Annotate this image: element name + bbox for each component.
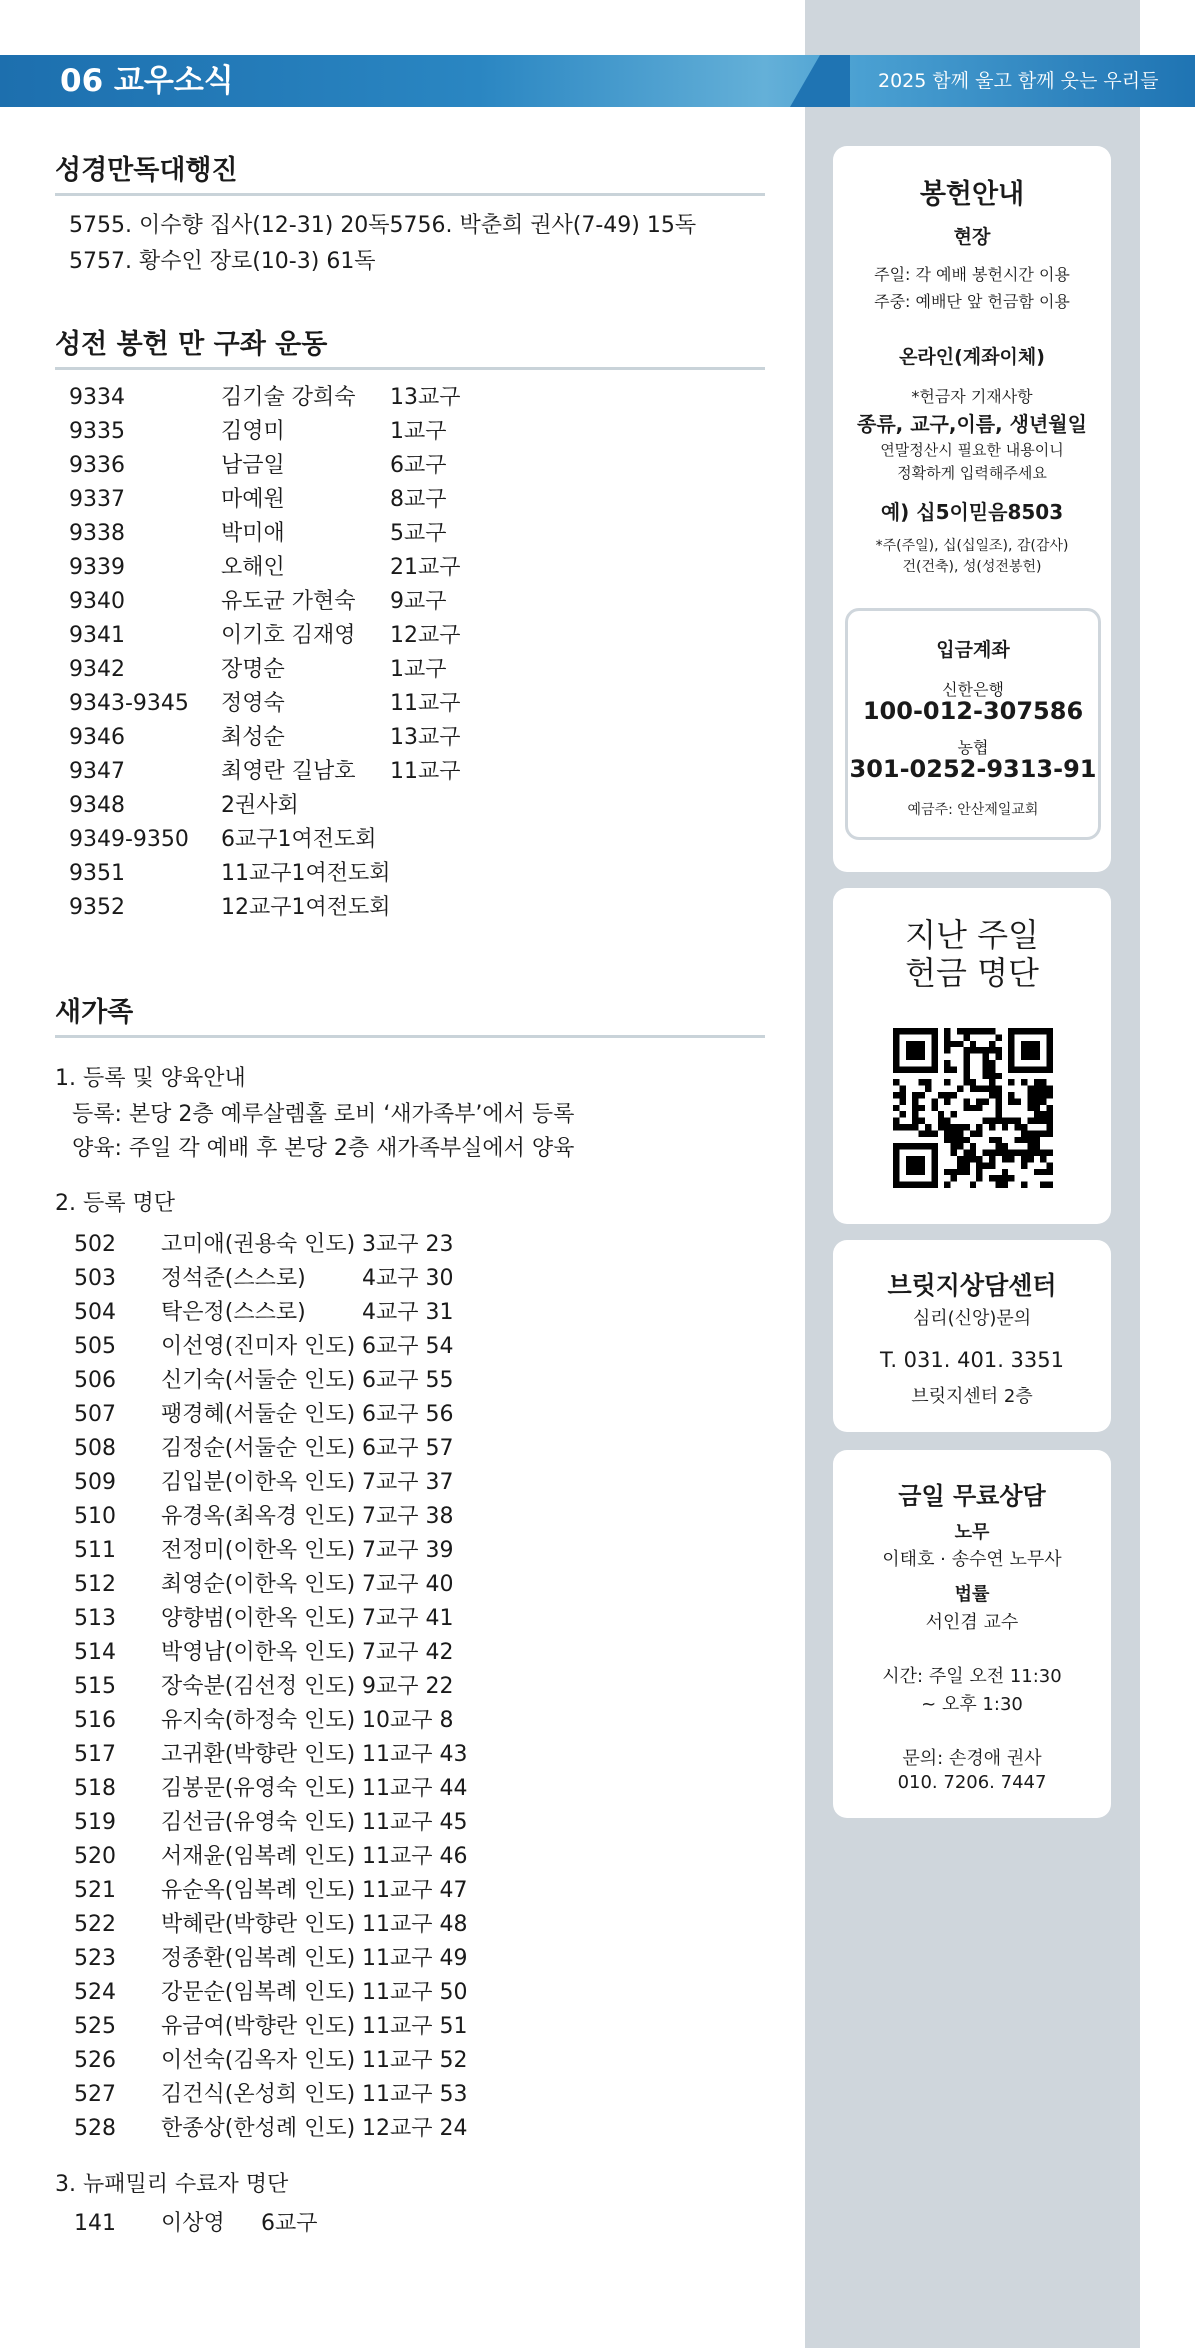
member-name: 신기숙(서둘순 인도) — [161, 1368, 356, 1393]
free-consultation-card — [833, 1450, 1111, 1818]
newfamily-register-list — [74, 1228, 774, 2146]
offering-number: 9347 — [69, 759, 125, 784]
district: 6교구 57 — [362, 1436, 454, 1461]
abbreviation-legend-2: 건(건축), 성(성전봉헌) — [902, 559, 1042, 575]
district: 11교구 44 — [362, 1776, 468, 1801]
labor-names: 이태호 · 송수연 노무사 — [882, 1549, 1062, 1570]
district: 11교구 — [390, 691, 461, 716]
offering-number: 9346 — [69, 725, 125, 750]
table-row — [74, 1466, 774, 1500]
offering-number: 9339 — [69, 555, 125, 580]
district: 11교구 47 — [362, 1878, 468, 1903]
newfamily-register-list-title: 2. 등록 명단 — [55, 1191, 175, 1216]
table-row — [74, 1262, 774, 1296]
registration-number: 508 — [74, 1436, 116, 1461]
district: 4교구 31 — [362, 1300, 454, 1325]
offering-number: 9348 — [69, 793, 125, 818]
newfamily-section-title: 새가족 — [55, 997, 134, 1028]
consult-contact-2: 010. 7206. 7447 — [897, 1772, 1047, 1793]
member-name: 고귀환(박향란 인도) — [161, 1742, 356, 1767]
donor-note-title: *헌금자 기재사항 — [911, 387, 1033, 406]
district: 9교구 — [390, 589, 447, 614]
table-row — [74, 1806, 774, 1840]
registration-number: 523 — [74, 1946, 116, 1971]
account-title: 입금계좌 — [936, 639, 1010, 661]
list-item — [69, 517, 769, 551]
registration-number: 510 — [74, 1504, 116, 1529]
registration-number: 514 — [74, 1640, 116, 1665]
district: 11교구 — [390, 759, 461, 784]
list-item — [69, 721, 769, 755]
district: 6교구 54 — [362, 1334, 454, 1359]
consult-contact-1: 문의: 손경애 권사 — [902, 1748, 1042, 1769]
table-row — [74, 2207, 774, 2241]
bible-line-1: 5755. 이수향 집사(12-31) 20독5756. 박춘희 권사(7-49) 15독 — [69, 213, 697, 238]
member-name: 이선영(진미자 인도) — [161, 1334, 356, 1359]
district: 13교구 — [390, 725, 461, 750]
account-bank-1: 신한은행 — [942, 680, 1004, 699]
law-names: 서인겸 교수 — [925, 1612, 1019, 1633]
member-name: 정석준(스스로) — [161, 1266, 306, 1291]
district: 10교구 8 — [362, 1708, 454, 1733]
list-item — [69, 755, 769, 789]
onsite-line-2: 주중: 예배단 앞 헌금함 이용 — [874, 292, 1070, 311]
offering-number: 9341 — [69, 623, 125, 648]
online-title: 온라인(계좌이체) — [899, 346, 1045, 368]
donor-name: 11교구1여전도회 — [221, 861, 391, 886]
law-title: 법률 — [954, 1584, 990, 1605]
offering-number: 9351 — [69, 861, 125, 886]
district: 6교구 55 — [362, 1368, 454, 1393]
district: 7교구 40 — [362, 1572, 454, 1597]
member-name: 이선숙(김옥자 인도) — [161, 2048, 356, 2073]
newfamily-guide-title: 1. 등록 및 양육안내 — [55, 1066, 246, 1091]
header-slogan: 2025 함께 울고 함께 웃는 우리들 — [878, 70, 1159, 92]
member-name: 최영순(이한옥 인도) — [161, 1572, 356, 1597]
member-name: 김정순(서둘순 인도) — [161, 1436, 356, 1461]
table-row — [74, 1874, 774, 1908]
table-row — [74, 1840, 774, 1874]
district: 1교구 — [390, 657, 447, 682]
registration-number: 513 — [74, 1606, 116, 1631]
page-title: 06 교우소식 — [60, 63, 234, 99]
page-header — [0, 55, 1195, 107]
registration-number: 505 — [74, 1334, 116, 1359]
registration-number: 519 — [74, 1810, 116, 1835]
onsite-line-1: 주일: 각 예배 봉헌시간 이용 — [874, 265, 1070, 284]
table-row — [74, 1296, 774, 1330]
list-item — [69, 585, 769, 619]
table-row — [74, 1602, 774, 1636]
district: 3교구 23 — [362, 1232, 454, 1257]
list-item — [69, 891, 769, 925]
registration-number: 507 — [74, 1402, 116, 1427]
registration-number: 506 — [74, 1368, 116, 1393]
registration-number: 503 — [74, 1266, 116, 1291]
list-item — [69, 653, 769, 687]
member-name: 이상영 — [161, 2211, 225, 2236]
registration-number: 520 — [74, 1844, 116, 1869]
registration-number: 526 — [74, 2048, 116, 2073]
member-name: 고미애(권용숙 인도) — [161, 1232, 356, 1257]
donor-name: 남금일 — [221, 453, 285, 478]
offering-number: 9334 — [69, 385, 125, 410]
registration-number: 524 — [74, 1980, 116, 2005]
donor-name: 정영숙 — [221, 691, 285, 716]
district: 7교구 38 — [362, 1504, 454, 1529]
bridge-phone: T. 031. 401. 3351 — [880, 1348, 1064, 1372]
member-name: 강문순(임복례 인도) — [161, 1980, 356, 2005]
offering-campaign-title: 성전 봉헌 만 구좌 운동 — [55, 329, 328, 360]
registration-number: 517 — [74, 1742, 116, 1767]
account-box — [845, 608, 1101, 840]
member-name: 팽경혜(서둘순 인도) — [161, 1402, 356, 1427]
table-row — [74, 1908, 774, 1942]
donor-name: 6교구1여전도회 — [221, 827, 377, 852]
district: 6교구 — [261, 2211, 318, 2236]
district: 21교구 — [390, 555, 461, 580]
district: 12교구 — [390, 623, 461, 648]
district: 7교구 37 — [362, 1470, 454, 1495]
last-week-title-2: 헌금 명단 — [905, 954, 1039, 992]
donor-note-line-2: 정확하게 입력해주세요 — [897, 464, 1047, 482]
bridge-subtitle: 심리(신앙)문의 — [912, 1308, 1032, 1329]
member-name: 유경옥(최옥경 인도) — [161, 1504, 356, 1529]
member-name: 김건식(온성희 인도) — [161, 2082, 356, 2107]
district: 11교구 46 — [362, 1844, 468, 1869]
offering-number: 9349-9350 — [69, 827, 189, 852]
table-row — [74, 1670, 774, 1704]
member-name: 탁은정(스스로) — [161, 1300, 306, 1325]
district: 11교구 49 — [362, 1946, 468, 1971]
district: 7교구 41 — [362, 1606, 454, 1631]
district: 4교구 30 — [362, 1266, 454, 1291]
list-item — [69, 381, 769, 415]
district: 11교구 53 — [362, 2082, 468, 2107]
qr-code-icon[interactable] — [893, 1028, 1053, 1188]
table-row — [74, 1432, 774, 1466]
table-row — [74, 2112, 774, 2146]
table-row — [74, 1942, 774, 1976]
list-item — [69, 789, 769, 823]
district: 5교구 — [390, 521, 447, 546]
section-divider — [55, 193, 765, 196]
donor-name: 최성순 — [221, 725, 285, 750]
district: 11교구 50 — [362, 1980, 468, 2005]
member-name: 유금여(박향란 인도) — [161, 2014, 356, 2039]
donor-name: 장명순 — [221, 657, 285, 682]
member-name: 양향범(이한옥 인도) — [161, 1606, 356, 1631]
account-number-2: 301-0252-9313-91 — [849, 755, 1097, 783]
donor-note-items: 종류, 교구,이름, 생년월일 — [857, 412, 1087, 436]
last-week-title-1: 지난 주일 — [905, 916, 1039, 954]
offering-number: 9340 — [69, 589, 125, 614]
district: 6교구 — [390, 453, 447, 478]
offering-number: 9343-9345 — [69, 691, 189, 716]
table-row — [74, 2010, 774, 2044]
registration-number: 527 — [74, 2082, 116, 2107]
table-row — [74, 1534, 774, 1568]
list-item — [69, 449, 769, 483]
district: 11교구 52 — [362, 2048, 468, 2073]
member-name: 전정미(이한옥 인도) — [161, 1538, 356, 1563]
member-name: 박혜란(박향란 인도) — [161, 1912, 356, 1937]
member-name: 김봉문(유영숙 인도) — [161, 1776, 356, 1801]
list-item — [69, 823, 769, 857]
table-row — [74, 1772, 774, 1806]
account-holder: 예금주: 안산제일교회 — [907, 802, 1039, 818]
registration-number: 516 — [74, 1708, 116, 1733]
registration-number: 511 — [74, 1538, 116, 1563]
offering-guide-title: 봉헌안내 — [919, 179, 1025, 210]
labor-title: 노무 — [954, 1522, 990, 1543]
offering-number: 9342 — [69, 657, 125, 682]
member-name: 서재윤(임복례 인도) — [161, 1844, 356, 1869]
newfamily-graduate-list — [74, 2207, 774, 2241]
table-row — [74, 1330, 774, 1364]
donor-name: 유도균 가현숙 — [221, 589, 356, 614]
newfamily-training-info: 양육: 주일 각 예배 후 본당 2층 새가족부실에서 양육 — [72, 1136, 575, 1161]
consult-time-2: ~ 오후 1:30 — [921, 1694, 1023, 1715]
donor-name: 오해인 — [221, 555, 285, 580]
consult-title: 금일 무료상담 — [898, 1482, 1046, 1510]
district: 6교구 56 — [362, 1402, 454, 1427]
offering-number: 9336 — [69, 453, 125, 478]
list-item — [69, 619, 769, 653]
donor-name: 마예원 — [221, 487, 285, 512]
last-week-offering-card — [833, 888, 1111, 1224]
consult-time-1: 시간: 주일 오전 11:30 — [882, 1666, 1062, 1687]
district: 12교구 24 — [362, 2116, 468, 2141]
table-row — [74, 1228, 774, 1262]
district: 13교구 — [390, 385, 461, 410]
donor-name: 2권사회 — [221, 793, 299, 818]
bible-line-2: 5757. 황수인 장로(10-3) 61독 — [69, 249, 376, 274]
table-row — [74, 1738, 774, 1772]
list-item — [69, 415, 769, 449]
donor-name: 이기호 김재영 — [221, 623, 356, 648]
donor-note-line-1: 연말정산시 필요한 내용이니 — [880, 441, 1064, 459]
member-name: 박영남(이한옥 인도) — [161, 1640, 356, 1665]
graduate-number: 141 — [74, 2211, 116, 2236]
district: 11교구 45 — [362, 1810, 468, 1835]
member-name: 유지숙(하정숙 인도) — [161, 1708, 356, 1733]
district: 8교구 — [390, 487, 447, 512]
offering-guide-card — [833, 146, 1111, 872]
account-number-1: 100-012-307586 — [862, 697, 1084, 725]
district: 1교구 — [390, 419, 447, 444]
registration-number: 515 — [74, 1674, 116, 1699]
table-row — [74, 1500, 774, 1534]
account-bank-2: 농협 — [957, 738, 989, 757]
district: 11교구 43 — [362, 1742, 468, 1767]
member-name: 김선금(유영숙 인도) — [161, 1810, 356, 1835]
registration-number: 518 — [74, 1776, 116, 1801]
offering-campaign-list — [69, 381, 769, 925]
list-item — [69, 483, 769, 517]
member-name: 한종상(한성례 인도) — [161, 2116, 356, 2141]
bridge-title: 브릿지상담센터 — [887, 1271, 1057, 1300]
registration-number: 509 — [74, 1470, 116, 1495]
registration-number: 521 — [74, 1878, 116, 1903]
member-name: 장숙분(김선정 인도) — [161, 1674, 356, 1699]
table-row — [74, 1568, 774, 1602]
member-name: 정종환(임복례 인도) — [161, 1946, 356, 1971]
donor-name: 12교구1여전도회 — [221, 895, 391, 920]
registration-number: 525 — [74, 2014, 116, 2039]
bible-section-title: 성경만독대행진 — [55, 155, 238, 186]
district: 11교구 48 — [362, 1912, 468, 1937]
registration-number: 528 — [74, 2116, 116, 2141]
offering-number: 9337 — [69, 487, 125, 512]
registration-number: 512 — [74, 1572, 116, 1597]
donor-name: 김영미 — [221, 419, 285, 444]
newfamily-register-info: 등록: 본당 2층 예루살렘홀 로비 ‘새가족부’에서 등록 — [72, 1102, 575, 1127]
member-name: 김입분(이한옥 인도) — [161, 1470, 356, 1495]
table-row — [74, 1636, 774, 1670]
section-divider — [55, 367, 765, 370]
district: 7교구 42 — [362, 1640, 454, 1665]
newfamily-graduate-title: 3. 뉴패밀리 수료자 명단 — [55, 2172, 289, 2197]
registration-number: 502 — [74, 1232, 116, 1257]
list-item — [69, 551, 769, 585]
table-row — [74, 2044, 774, 2078]
member-name: 유순옥(임복례 인도) — [161, 1878, 356, 1903]
offering-number: 9352 — [69, 895, 125, 920]
bridge-counseling-card — [833, 1240, 1111, 1432]
table-row — [74, 1398, 774, 1432]
district: 9교구 22 — [362, 1674, 454, 1699]
table-row — [74, 2078, 774, 2112]
donor-name: 김기술 강희숙 — [221, 385, 356, 410]
donor-note-example: 예) 십5이믿음8503 — [880, 500, 1064, 524]
registration-number: 504 — [74, 1300, 116, 1325]
table-row — [74, 1976, 774, 2010]
onsite-title: 현장 — [953, 226, 991, 248]
table-row — [74, 1364, 774, 1398]
registration-number: 522 — [74, 1912, 116, 1937]
offering-number: 9338 — [69, 521, 125, 546]
abbreviation-legend-1: *주(주일), 십(십일조), 감(감사) — [875, 538, 1069, 554]
donor-name: 최영란 길남호 — [221, 759, 356, 784]
list-item — [69, 857, 769, 891]
bridge-location: 브릿지센터 2층 — [911, 1386, 1033, 1407]
district: 7교구 39 — [362, 1538, 454, 1563]
district: 11교구 51 — [362, 2014, 468, 2039]
table-row — [74, 1704, 774, 1738]
list-item — [69, 687, 769, 721]
offering-number: 9335 — [69, 419, 125, 444]
section-divider — [55, 1035, 765, 1038]
donor-name: 박미애 — [221, 521, 285, 546]
